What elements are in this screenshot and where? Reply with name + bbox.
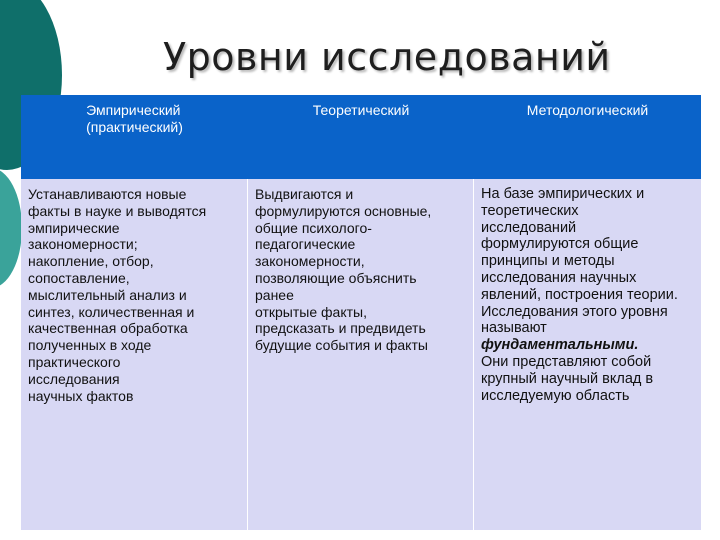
cell-methodological-text: [481, 186, 701, 404]
cell-text-line: педагогические: [255, 236, 356, 253]
emphasized-term: фундаментальными.: [481, 337, 639, 354]
cell-text-line: полученных в ходе: [28, 337, 152, 354]
cell-methodological: [474, 179, 701, 530]
cell-text-line: накопление, отбор,: [28, 253, 154, 270]
cell-text-line: На базе эмпирических и: [481, 186, 645, 202]
cell-text-line: сопоставление,: [28, 269, 130, 286]
cell-text-line: Устанавливаются новые: [28, 186, 187, 202]
cell-text-line: предсказать и предвидеть: [255, 320, 426, 337]
cell-text-line: принципы и методы: [481, 253, 615, 270]
cell-text-line: будущие события и факты: [255, 337, 428, 354]
cell-text-line: исследования: [28, 370, 120, 387]
cell-text-line: исследуемую область: [481, 387, 630, 404]
cell-text-line: позволяющие объяснить: [255, 269, 417, 286]
header-methodological: [474, 95, 701, 179]
cell-text-line: Выдвигаются и: [255, 186, 354, 202]
cell-text-line: научных фактов: [28, 387, 134, 404]
cell-text-line: практического: [28, 353, 121, 370]
cell-text-line: формулируются общие: [481, 236, 639, 253]
cell-text-line: закономерности;: [28, 236, 138, 253]
header-methodological-line-1: Методологический: [526, 102, 649, 118]
cell-text-line: крупный научный вклад в: [481, 370, 654, 387]
research-levels-table: [21, 95, 701, 530]
cell-text-line: качественная обработка: [28, 320, 188, 337]
cell-text-line: формулируются основные,: [255, 202, 432, 219]
cell-theoretical-text: [255, 186, 473, 354]
cell-text-line: закономерности,: [255, 253, 365, 270]
cell-text-line: факты в науке и выводятся: [28, 202, 207, 219]
cell-text-line: синтез, количественная и: [28, 303, 195, 320]
cell-text-line: явлений, построения теории.: [481, 286, 678, 303]
slide-title: Уровни исследований: [163, 35, 611, 79]
cell-text-line: исследований: [481, 219, 577, 236]
header-theoretical-line-1: Теоретический: [312, 102, 410, 118]
cell-text-line: ранее: [255, 286, 294, 303]
cell-theoretical: [248, 179, 474, 530]
cell-text-line: Они представляют собой: [481, 353, 652, 370]
cell-text-line: открытые факты,: [255, 303, 367, 320]
cell-text-line: эмпирические: [28, 219, 120, 236]
cell-text-line: теоретических: [481, 202, 579, 219]
cell-empirical-text: [28, 186, 247, 404]
cell-text-line: исследования научных: [481, 269, 637, 286]
cell-text-line: мыслительный анализ и: [28, 286, 187, 303]
cell-text-line: общие психолого-: [255, 219, 372, 236]
cell-text-line: называют: [481, 320, 547, 337]
cell-empirical: [21, 179, 248, 530]
cell-text-line: Исследования этого уровня: [481, 303, 668, 320]
header-empirical: [21, 95, 248, 179]
header-empirical-line-1: Эмпирический: [86, 102, 181, 118]
header-theoretical: [248, 95, 474, 179]
header-empirical-line-2: (практический): [86, 119, 183, 135]
decorative-circle-light: [0, 168, 22, 288]
